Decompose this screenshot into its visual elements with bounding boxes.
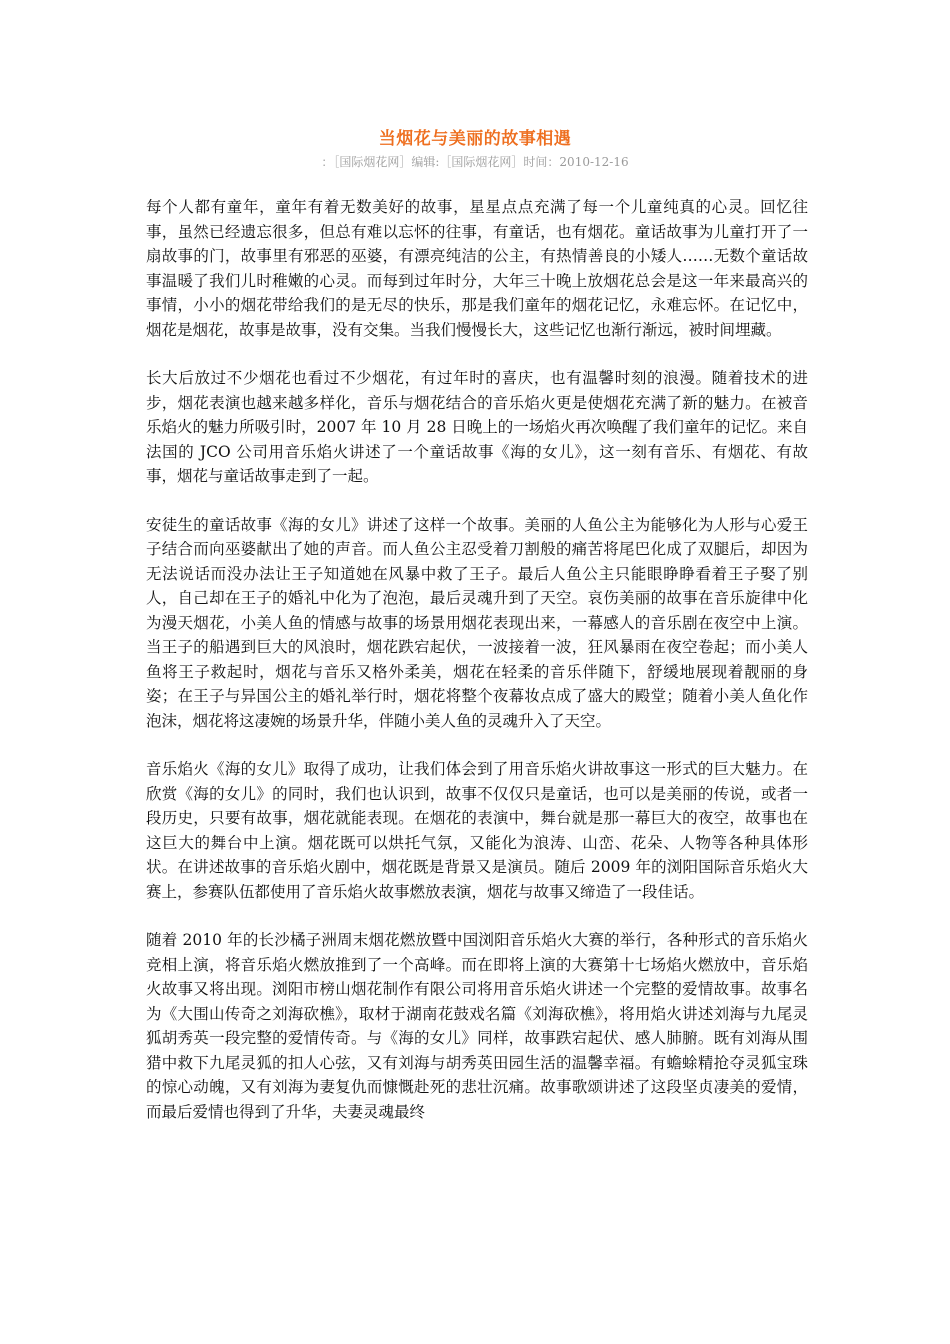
paragraph-4: 音乐焰火《海的女儿》取得了成功，让我们体会到了用音乐焰火讲故事这一形式的巨大魅力。在欣赏《海的女儿》的同时，我们也认识到，故事不仅仅只是童话，也可以是美丽的传说，或者一段历史，只要有故事，烟花就能表现。在烟花的表演中，舞台就是那一幕巨大的夜空，故事也在这巨大的舞台中上演。烟花既可以烘托气氛，又能化为浪涛、山峦、花朵、人物等各种具体形状。在讲述故事的音乐焰火剧中，烟花既是背景又是演员。随后 2009 年的浏阳国际音乐焰火大赛上，参赛队伍都使用了音乐焰火故事燃放表演，烟花与故事又缔造了一段佳话。 <box>146 760 808 901</box>
article-title: 当烟花与美丽的故事相遇 <box>378 129 572 149</box>
article-meta: ：［国际烟花网］编辑:［国际烟花网］时间：2010-12-16 <box>321 155 629 169</box>
paragraph-3: 安徒生的童话故事《海的女儿》讲述了这样一个故事。美丽的人鱼公主为能够化为人形与心爱王子结合而向巫婆献出了她的声音。而人鱼公主忍受着刀割般的痛苦将尾巴化成了双腿后，却因为无法说话而没办法让王子知道她在风暴中救了王子。最后人鱼公主只能眼睁睁看着王子娶了别人，自己却在王子的婚礼中化为了泡泡，最后灵魂升到了天空。哀伤美丽的故事在音乐旋律中化为漫天烟花，小美人鱼的情感与故事的场景用烟花表现出来，一幕感人的音乐剧在夜空中上演。当王子的船遇到巨大的风浪时，烟花跌宕起伏，一波接着一波，狂风暴雨在夜空卷起；而小美人鱼将王子救起时，烟花与音乐又格外柔美，烟花在轻柔的音乐伴随下，舒缓地展现着靓丽的身姿；在王子与异国公主的婚礼举行时，烟花将整个夜幕妆点成了盛大的殿堂；随着小美人鱼化作泡沫，烟花将这凄婉的场景升华，伴随小美人鱼的灵魂升入了天空。 <box>146 515 808 730</box>
paragraph-5: 随着 2010 年的长沙橘子洲周末烟花燃放暨中国浏阳音乐焰火大赛的举行，各种形式的音乐焰火竞相上演，将音乐焰火燃放推到了一个高峰。而在即将上演的大赛第十七场焰火燃放中，音乐焰火故事又将出现。浏阳市榜山烟花制作有限公司将用音乐焰火讲述一个完整的爱情故事。故事名为《大围山传奇之刘海砍樵》，取材于湖南花鼓戏名篇《刘海砍樵》，将用焰火讲述刘海与九尾灵狐胡秀英一段完整的爱情传奇。与《海的女儿》同样，故事跌宕起伏、感人肺腑。既有刘海从围猎中救下九尾灵狐的扣人心弦，又有刘海与胡秀英田园生活的温馨幸福。有蟾蜍精抢夺灵狐宝珠的惊心动魄，又有刘海为妻复仇而慷慨赴死的悲壮沉痛。故事歌颂讲述了这段坚贞凄美的爱情，而最后爱情也得到了升华，夫妻灵魂最终 <box>146 931 808 1121</box>
paragraph-1: 每个人都有童年，童年有着无数美好的故事，星星点点充满了每一个儿童纯真的心灵。回忆往事，虽然已经遗忘很多，但总有难以忘怀的往事，有童话，也有烟花。童话故事为儿童打开了一扇故事的门，故事里有邪恶的巫婆，有漂亮纯洁的公主，有热情善良的小矮人……无数个童话故事温暖了我们儿时稚嫩的心灵。而每到过年时分，大年三十晚上放烟花总会是这一年来最高兴的事情，小小的烟花带给我们的是无尽的快乐，那是我们童年的烟花记忆，永难忘怀。在记忆中，烟花是烟花，故事是故事，没有交集。当我们慢慢长大，这些记忆也渐行渐远，被时间埋藏。 <box>146 198 808 339</box>
paragraph-2: 长大后放过不少烟花也看过不少烟花，有过年时的喜庆，也有温馨时刻的浪漫。随着技术的进步，烟花表演也越来越多样化，音乐与烟花结合的音乐焰火更是使烟花充满了新的魅力。在被音乐焰火的魅力所吸引时，2007 年 10 月 28 日晚上的一场焰火再次唤醒了我们童年的记忆。来自法国的 JCO 公司用音乐焰火讲述了一个童话故事《海的女儿》，这一刻有音乐、有烟花、有故事，烟花与童话故事走到了一起。 <box>146 369 808 485</box>
article-body <box>146 195 808 1148</box>
